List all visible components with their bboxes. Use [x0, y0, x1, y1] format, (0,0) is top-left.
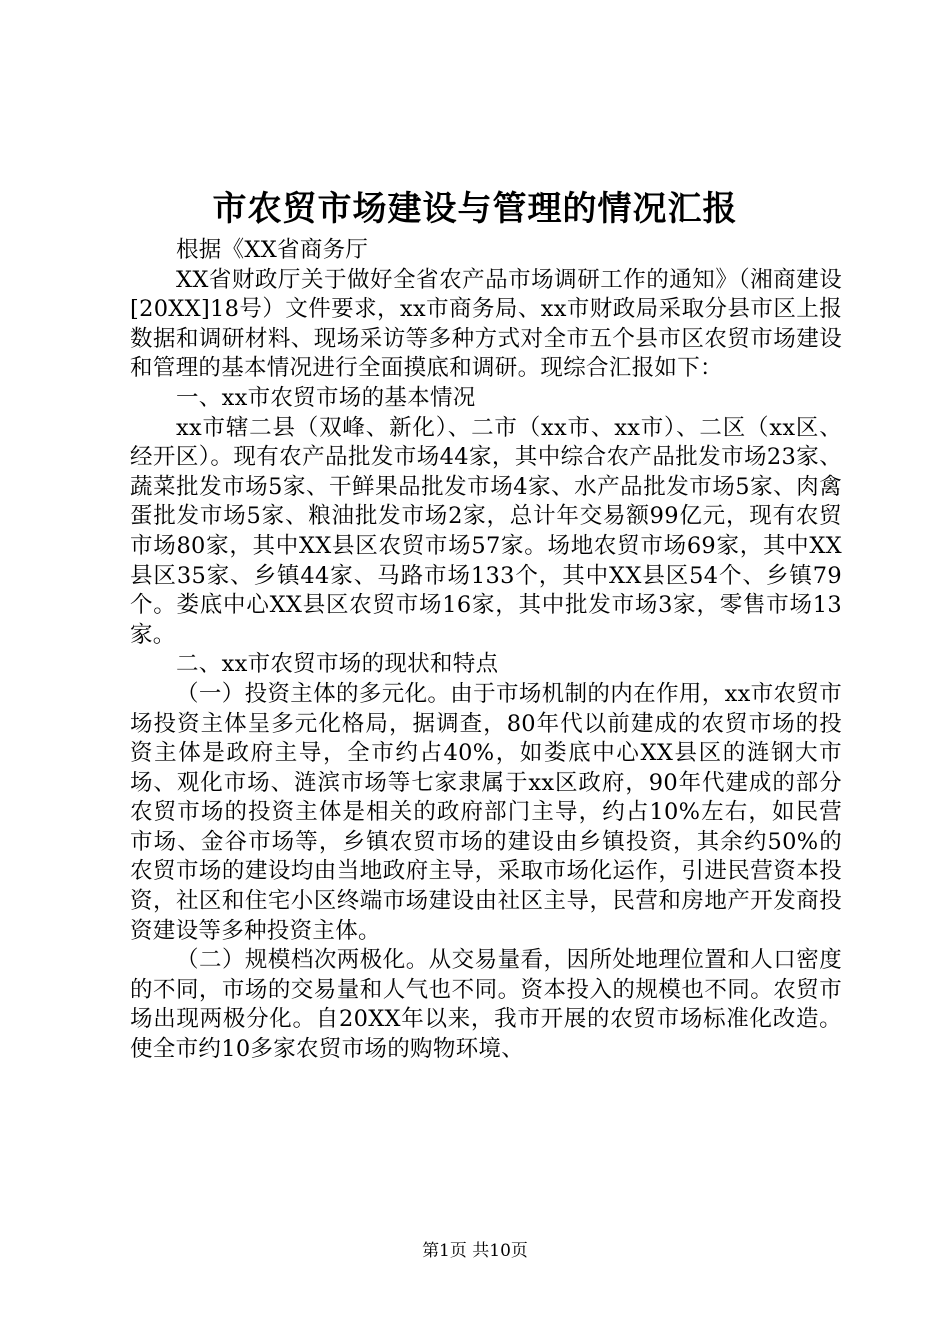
- document-title: 市农贸市场建设与管理的情况汇报: [212, 189, 738, 229]
- page-number-footer: 第1页 共10页: [422, 1241, 528, 1261]
- paragraph-investment-diversification: （一）投资主体的多元化。由于市场机制的内在作用，xx市农贸市场投资主体呈多元化格局，据调查，80年代以前建成的农贸市场的投资主体是政府主导，全市约占40%，如娄底中心XX县区的涟钢大市场、观化市场、涟滨市场等七家隶属于xx区政府，90年代建成的部分农贸市场的投资主体是相关的政府部门主导，约占10%左右，如民营市场、金谷市场等，乡镇农贸市场的建设由乡镇投资，其余约50%的农贸市场的建设均由当地政府主导，采取市场化运作，引进民营资本投资，社区和住宅小区终端市场建设由社区主导，民营和房地产开发商投资建设等多种投资主体。: [130, 680, 842, 944]
- section-heading-basic-situation: 一、xx市农贸市场的基本情况: [176, 384, 476, 411]
- paragraph-scale-polarization: （二）规模档次两极化。从交易量看，因所处地理位置和人口密度的不同，市场的交易量和人气也不同。资本投入的规模也不同。农贸市场出现两极分化。自20XX年以来，我市开展的农贸市场标准化改造。使全市约10多家农贸市场的购物环境、: [130, 947, 842, 1063]
- document-body: [130, 236, 842, 1065]
- section-heading-status-features: 二、xx市农贸市场的现状和特点: [176, 651, 499, 678]
- paragraph-notice-reference: XX省财政厅关于做好全省农产品市场调研工作的通知》（湘商建设[20XX]18号）文件要求，xx市商务局、xx市财政局采取分县市区上报数据和调研材料、现场采访等多种方式对全市五个县市区农贸市场建设和管理的基本情况进行全面摸底和调研。现综合汇报如下：: [130, 266, 842, 382]
- paragraph-basis-intro: 根据《XX省商务厅: [176, 237, 369, 263]
- paragraph-basic-situation: xx市辖二县（双峰、新化）、二市（xx市、xx市）、二区（xx区、经开区）。现有农产品批发市场44家，其中综合农产品批发市场23家、蔬菜批发市场5家、干鲜果品批发市场4家、水产品批发市场5家、肉禽蛋批发市场5家、粮油批发市场2家，总计年交易额99亿元，现有农贸市场80家，其中XX县区农贸市场57家。场地农贸市场69家，其中XX县区35家、乡镇44家、马路市场133个，其中XX县区54个、乡镇79个。娄底中心XX县区农贸市场16家，其中批发市场3家，零售市场13家。: [130, 414, 842, 648]
